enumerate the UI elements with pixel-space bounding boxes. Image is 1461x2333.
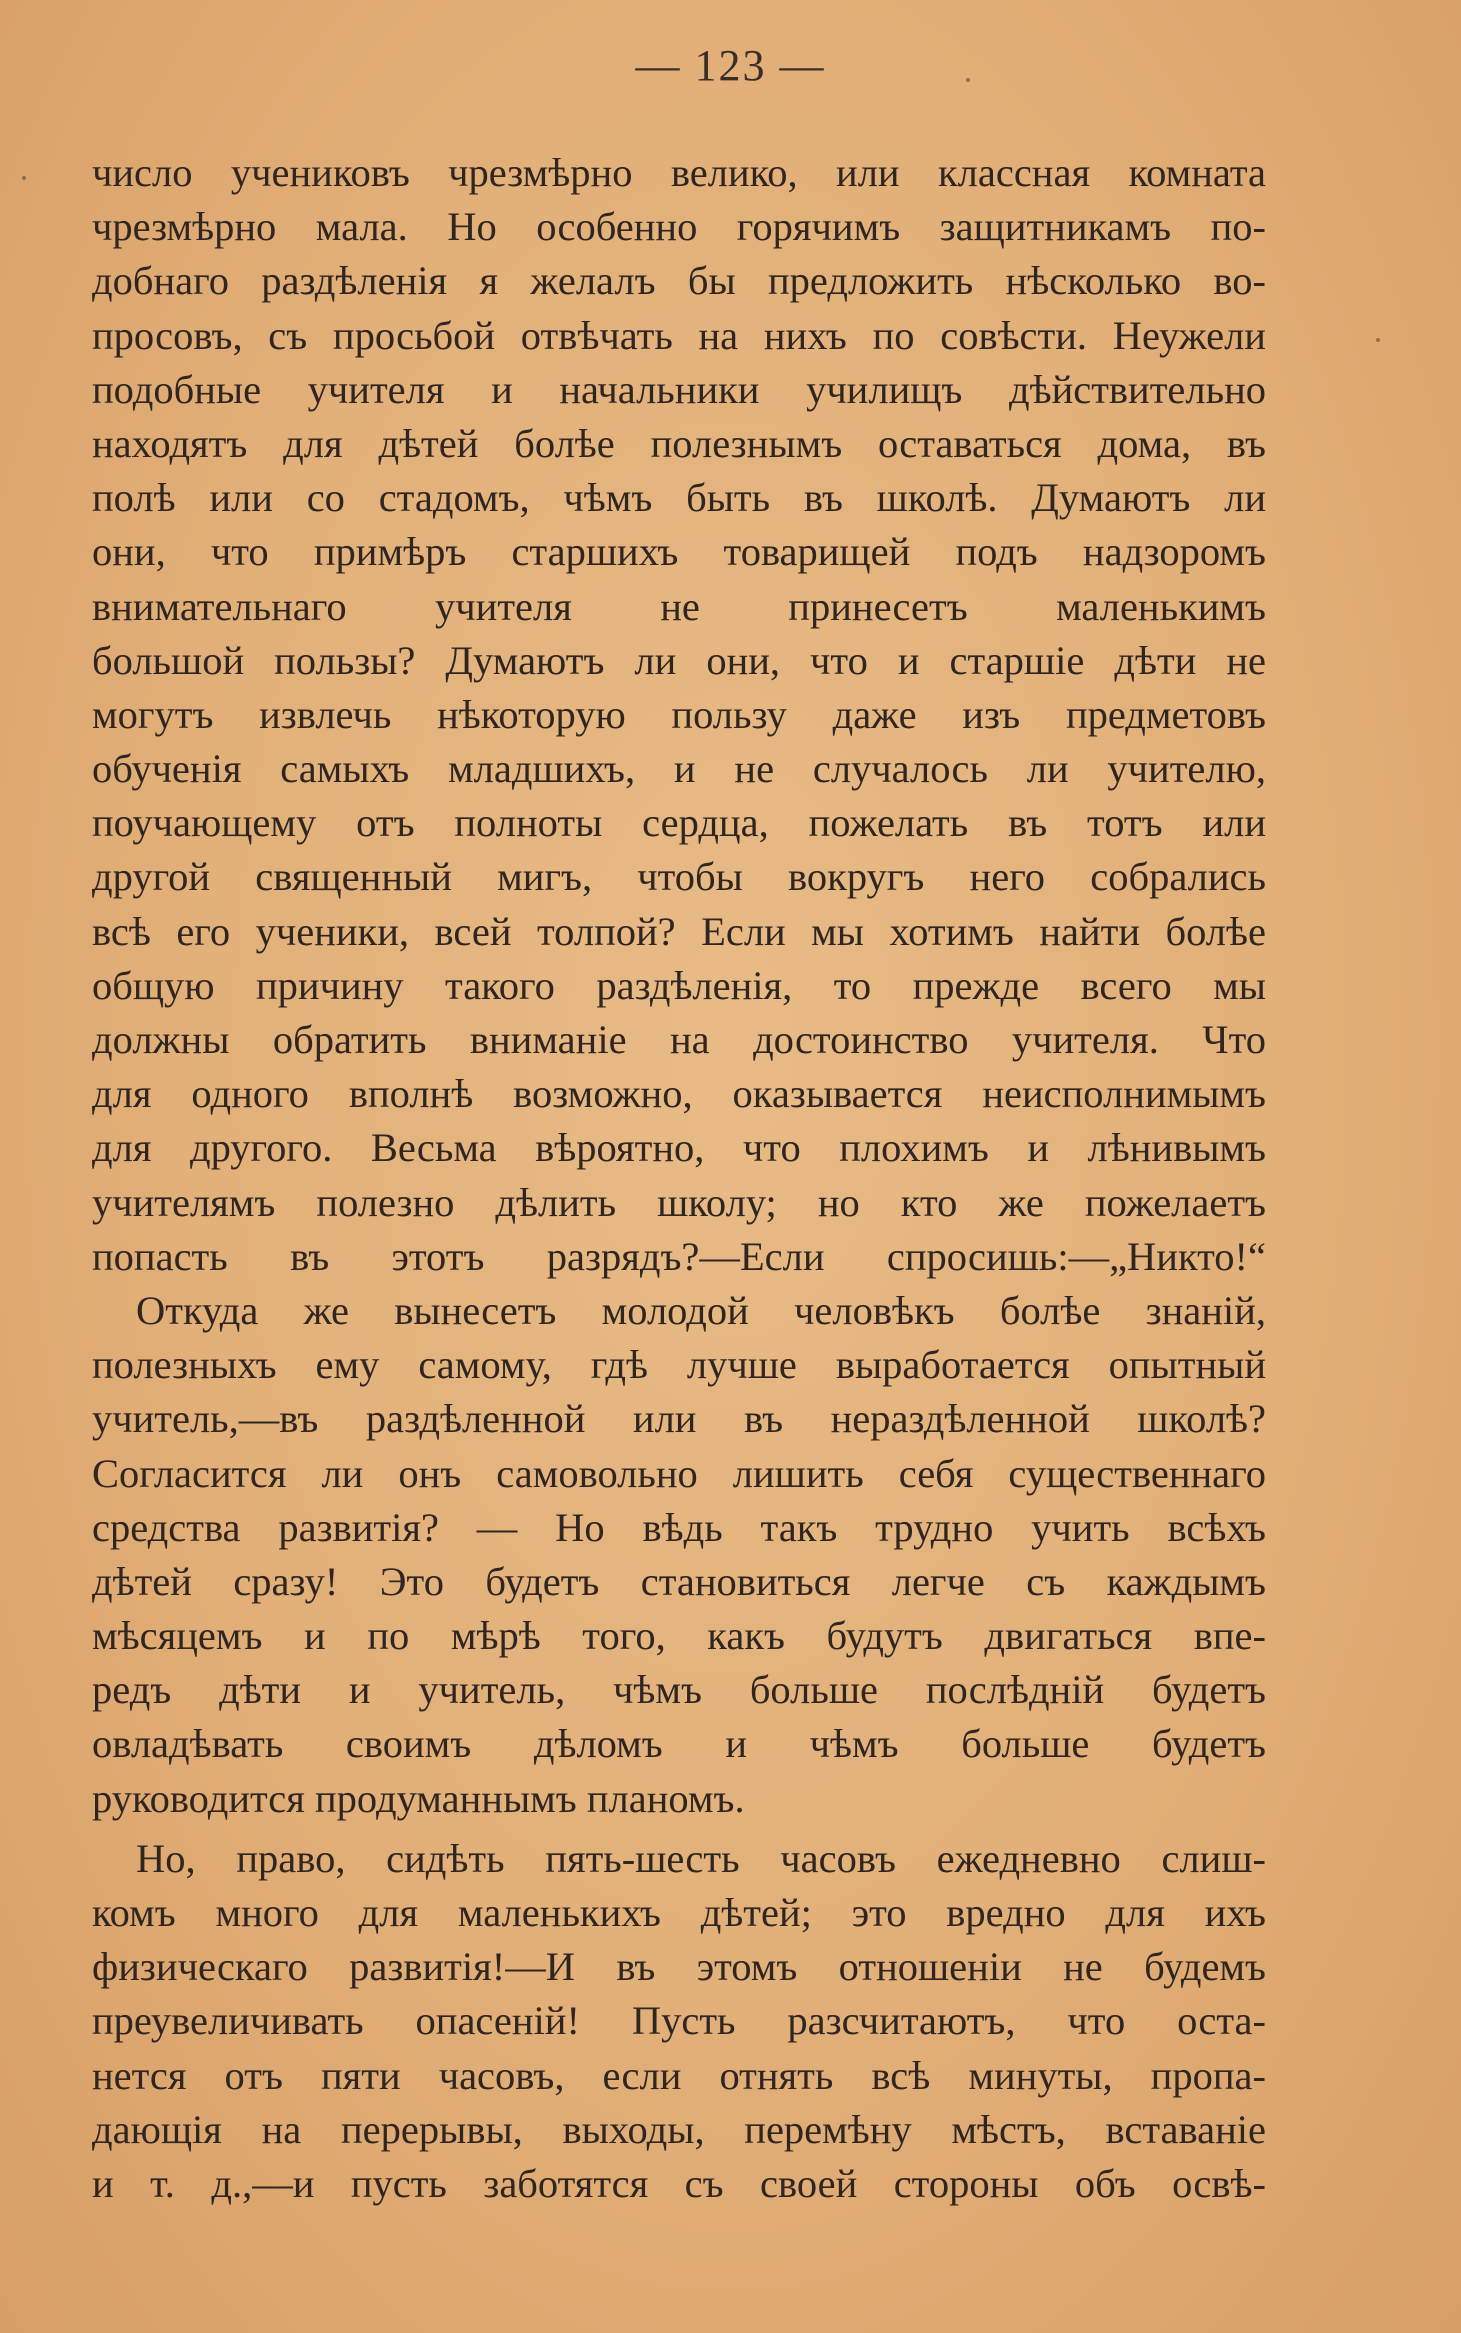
paragraph-3 bbox=[92, 1832, 1266, 2211]
text-line: подобные учителя и начальники училищъ дѣйствительно bbox=[92, 366, 1266, 412]
text-line: общую причину такого раздѣленія, то прежде всего мы bbox=[92, 962, 1266, 1008]
body-text bbox=[92, 146, 1266, 2211]
text-line: для другого. Весьма вѣроятно, что плохимъ и лѣнивымъ bbox=[92, 1125, 1266, 1171]
text-line: добнаго раздѣленія я желалъ бы предложить нѣсколько во- bbox=[92, 258, 1266, 304]
page-number: — 123 — bbox=[635, 41, 826, 90]
text-line: просовъ, съ просьбой отвѣчать на нихъ по совѣсти. Неужели bbox=[92, 312, 1266, 358]
scan-speck bbox=[22, 176, 26, 180]
text-line: преувеличивать опасеній! Пусть разсчитаютъ, что оста- bbox=[92, 1998, 1266, 2044]
text-line: поучающему отъ полноты сердца, пожелать въ тотъ или bbox=[92, 800, 1266, 846]
text-line: физическаго развитія!—И въ этомъ отношеніи не будемъ bbox=[92, 1944, 1266, 1990]
text-line: Согласится ли онъ самовольно лишить себя существеннаго bbox=[92, 1450, 1266, 1496]
text-line: число учениковъ чрезмѣрно велико, или классная комната bbox=[92, 150, 1266, 195]
text-line: внимательнаго учителя не принесетъ маленькимъ bbox=[92, 583, 1266, 629]
text-line: средства развитія? — Но вѣдь такъ трудно учить всѣхъ bbox=[92, 1504, 1266, 1550]
text-line: нется отъ пяти часовъ, если отнять всѣ минуты, пропа- bbox=[92, 2052, 1266, 2098]
paragraph-1 bbox=[92, 146, 1266, 1284]
text-line: большой пользы? Думаютъ ли они, что и старшіе дѣти не bbox=[92, 637, 1266, 683]
text-line: всѣ его ученики, всей толпой? Если мы хотимъ найти болѣе bbox=[92, 908, 1266, 954]
text-line: попасть въ этотъ разрядъ?—Если спросишь:—„Никто!“ bbox=[92, 1233, 1266, 1279]
text-line: и т. д.,—и пусть заботятся съ своей стороны объ освѣ- bbox=[92, 2160, 1266, 2206]
text-line: Откуда же вынесетъ молодой человѣкъ болѣе знаній, bbox=[136, 1287, 1266, 1333]
text-line: они, что примѣръ старшихъ товарищей подъ надзоромъ bbox=[92, 529, 1266, 575]
text-line: учитель,—въ раздѣленной или въ нераздѣленной школѣ? bbox=[92, 1396, 1266, 1442]
scan-speck bbox=[1376, 338, 1380, 342]
paragraph-2 bbox=[92, 1284, 1266, 1826]
text-line: должны обратить вниманіе на достоинство учителя. Что bbox=[92, 1017, 1266, 1062]
text-line: мѣсяцемъ и по мѣрѣ того, какъ будутъ двигаться впе- bbox=[92, 1613, 1266, 1659]
text-line: Но, право, сидѣть пять-шесть часовъ ежедневно слиш- bbox=[136, 1835, 1266, 1881]
scan-speck bbox=[966, 78, 970, 82]
text-line: овладѣвать своимъ дѣломъ и чѣмъ больше будетъ bbox=[92, 1721, 1266, 1767]
text-line: могутъ извлечь нѣкоторую пользу даже изъ предметовъ bbox=[92, 691, 1266, 737]
text-line: руководится продуманнымъ планомъ. bbox=[92, 1775, 745, 1821]
text-line: учителямъ полезно дѣлить школу; но кто же пожелаетъ bbox=[92, 1179, 1266, 1225]
text-line: для одного вполнѣ возможно, оказывается неисполнимымъ bbox=[92, 1071, 1266, 1117]
text-line: обученія самыхъ младшихъ, и не случалось ли учителю, bbox=[92, 746, 1266, 792]
text-line: другой священный мигъ, чтобы вокругъ него собрались bbox=[92, 854, 1266, 900]
text-line: дающія на перерывы, выходы, перемѣну мѣстъ, вставаніе bbox=[92, 2106, 1266, 2152]
text-line: комъ много для маленькихъ дѣтей; это вредно для ихъ bbox=[92, 1890, 1266, 1935]
text-line: полѣ или со стадомъ, чѣмъ быть въ школѣ. Думаютъ ли bbox=[92, 475, 1266, 521]
text-line: дѣтей сразу! Это будетъ становиться легче съ каждымъ bbox=[92, 1558, 1266, 1604]
text-line: находятъ для дѣтей болѣе полезнымъ оставаться дома, въ bbox=[92, 420, 1266, 466]
text-line: полезныхъ ему самому, гдѣ лучше выработается опытный bbox=[92, 1342, 1266, 1388]
text-line: чрезмѣрно мала. Но особенно горячимъ защитникамъ по- bbox=[92, 204, 1266, 250]
text-line: редъ дѣти и учитель, чѣмъ больше послѣдній будетъ bbox=[92, 1667, 1266, 1713]
